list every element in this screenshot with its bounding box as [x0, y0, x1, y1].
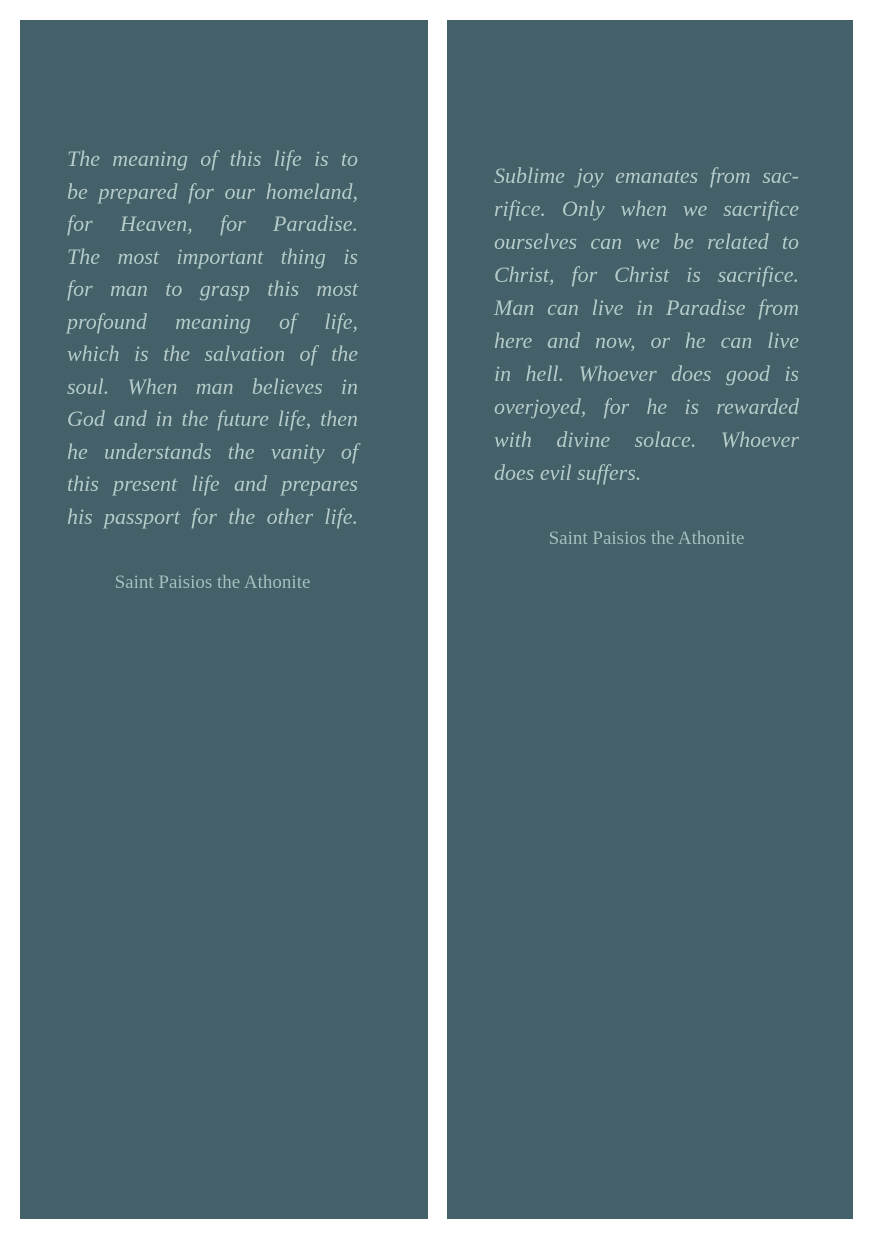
quote-line: which is the salvation of the [67, 341, 358, 366]
quote-attribution: Saint Paisios the Athonite [114, 572, 311, 593]
quote-line: with divine solace. Whoever [494, 427, 799, 452]
quote-line: this present life and prepares [67, 471, 358, 496]
quote-paragraph [494, 159, 799, 489]
quote-line: here and now, or he can live [494, 328, 799, 353]
quote-line: be prepared for our homeland, [67, 178, 358, 204]
quote-line: for Heaven, for Paradise. [67, 211, 358, 236]
quote-line: in hell. Whoever does good is [494, 361, 799, 386]
quote-line: he understands the vanity of [67, 438, 358, 464]
quote-line: ourselves can we be related to [494, 229, 799, 254]
quote-paragraph [67, 143, 358, 533]
quote-line: profound meaning of life, [67, 308, 358, 334]
quote-line: The meaning of this life is to [67, 146, 358, 171]
quote-line: soul. When man believes in [67, 373, 358, 399]
bookmark-panel-left [20, 20, 428, 1219]
quote-line: The most important thing is [67, 243, 358, 269]
bookmark-left-content [67, 20, 358, 595]
quote-line: Sublime joy emanates from sac- [494, 163, 799, 188]
quote-line: Man can live in Paradise from [494, 295, 799, 320]
quote-line: rifice. Only when we sacrifice [494, 196, 799, 221]
quote-line: overjoyed, for he is rewarded [494, 394, 799, 419]
quote-line: Christ, for Christ is sacrifice. [494, 262, 799, 287]
quote-attribution: Saint Paisios the Athonite [548, 528, 745, 549]
quote-line: does evil suffers. [494, 460, 642, 485]
quote-line: his passport for the other life. [67, 503, 358, 529]
quote-line: for man to grasp this most [67, 276, 358, 301]
quote-line: God and in the future life, then [67, 406, 358, 431]
bookmark-right-content [494, 20, 799, 551]
bookmark-panel-right [447, 20, 853, 1219]
